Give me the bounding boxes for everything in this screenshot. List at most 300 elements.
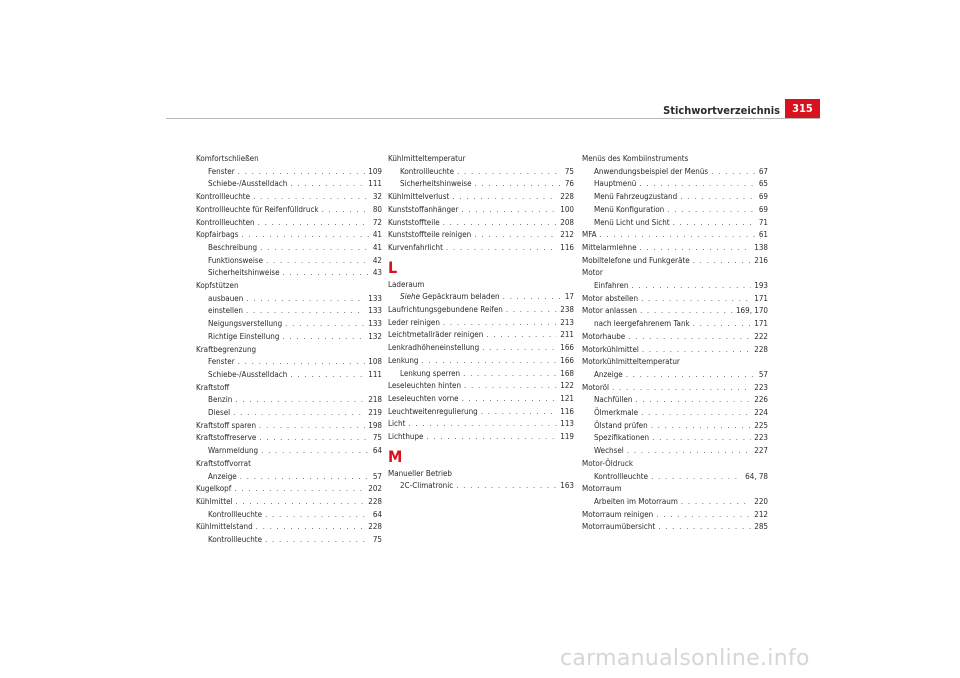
index-subentry <box>196 178 382 191</box>
dot-leader <box>233 407 365 420</box>
entry-label <box>594 204 664 217</box>
entry-label <box>388 304 503 317</box>
entry-label <box>594 432 649 445</box>
index-heading: Menüs des Kombiinstruments <box>582 154 689 163</box>
entry-text: Lichthupe <box>388 432 424 442</box>
entry-label <box>594 407 638 420</box>
dot-leader <box>290 369 365 382</box>
index-entry <box>582 344 768 357</box>
index-entry <box>582 229 768 242</box>
entry-label <box>594 369 623 382</box>
entry-text: Motorhaube <box>582 331 626 341</box>
dot-leader <box>680 191 756 204</box>
entry-label <box>594 318 690 331</box>
entry-label <box>388 317 440 330</box>
page-reference: 64 <box>372 509 382 519</box>
entry-text: nach leergefahrenem Tank <box>594 319 690 329</box>
dot-leader <box>681 496 751 509</box>
index-entry <box>388 431 574 444</box>
entry-text: Kühlmittelstand <box>196 522 253 532</box>
page-reference: 133 <box>368 319 382 329</box>
page-reference: 43 <box>372 268 382 278</box>
page-reference: 76 <box>564 179 574 189</box>
entry-text: Mittelarmlehne <box>582 242 637 252</box>
entry-label <box>582 255 690 268</box>
watermark: carmanualsonline.info <box>560 646 810 671</box>
dot-leader <box>693 255 752 268</box>
dot-leader <box>443 317 557 330</box>
entry-text: Ölmerkmale <box>594 408 639 418</box>
index-subentry <box>196 445 382 458</box>
page-reference: 64 <box>372 446 382 456</box>
entry-label <box>208 242 257 255</box>
entry-label <box>582 521 655 534</box>
dot-leader <box>408 418 557 431</box>
entry-label <box>400 291 500 304</box>
entry-text: Kraftstoffreserve <box>196 433 257 443</box>
dot-leader <box>421 355 557 368</box>
entry-label <box>582 382 609 395</box>
entry-label <box>196 432 256 445</box>
dot-leader <box>481 406 558 419</box>
index-subentry <box>388 368 574 381</box>
index-entry <box>388 342 574 355</box>
index-entry <box>196 521 382 534</box>
index-subentry <box>582 445 768 458</box>
page-reference: 75 <box>564 166 574 176</box>
entry-text: Motoröl <box>582 382 610 392</box>
dot-leader <box>626 369 756 382</box>
index-heading: Kopfstützen <box>196 281 239 291</box>
index-subentry <box>196 318 382 331</box>
page-reference: 80 <box>372 204 382 214</box>
dot-leader <box>242 229 370 242</box>
dot-leader <box>627 445 751 458</box>
dot-leader <box>658 521 751 534</box>
dot-leader <box>426 431 557 444</box>
index-entry <box>388 393 574 406</box>
dot-leader <box>265 534 370 547</box>
entry-text: Schiebe-/Ausstelldach <box>208 179 288 189</box>
entry-label <box>582 344 639 357</box>
entry-text: Anzeige <box>594 369 623 379</box>
page-reference: 41 <box>372 242 382 252</box>
page-reference: 213 <box>560 317 574 327</box>
page-reference: 65 <box>758 179 768 189</box>
dot-leader <box>259 420 365 433</box>
index-subentry <box>582 178 768 191</box>
dot-leader <box>640 242 752 255</box>
entry-label <box>388 342 479 355</box>
entry-text: Kontrollleuchte <box>208 535 263 545</box>
entry-text: Motor abstellen <box>582 293 639 303</box>
entry-text: Schiebe-/Ausstelldach <box>208 369 288 379</box>
entry-label <box>594 445 624 458</box>
index-entry <box>196 204 382 217</box>
entry-text: Nachfüllen <box>594 395 633 405</box>
entry-label <box>594 178 636 191</box>
entry-label <box>208 178 287 191</box>
entry-label <box>208 318 282 331</box>
index-entry <box>196 496 382 509</box>
index-subentry <box>196 356 382 369</box>
entry-text: Anzeige <box>208 471 237 481</box>
index-heading: Laderaum <box>388 279 425 289</box>
page-reference: 202 <box>368 484 382 494</box>
entry-text: Lenkradhöheneinstellung <box>388 343 480 353</box>
entry-label <box>400 480 453 493</box>
dot-leader <box>639 178 756 191</box>
entry-text: Kopfairbags <box>196 230 239 240</box>
entry-label <box>582 293 638 306</box>
entry-text: Sicherheitshinweise <box>400 179 472 189</box>
entry-text: Kontrollleuchte für Reifenfülldruck <box>196 204 319 214</box>
entry-text: Richtige Einstellung <box>208 331 280 341</box>
index-heading: Motor <box>582 268 603 278</box>
dot-leader <box>234 483 365 496</box>
index-entry <box>388 355 574 368</box>
entry-label <box>196 483 231 496</box>
entry-label <box>582 229 597 242</box>
index-entry <box>196 420 382 433</box>
entry-label <box>196 204 319 217</box>
entry-label <box>208 394 232 407</box>
section-letter: L <box>388 257 398 277</box>
entry-label <box>196 229 239 242</box>
index-subentry <box>582 496 768 509</box>
page-reference: 17 <box>564 292 574 302</box>
index-column-2 <box>388 153 574 493</box>
page-reference: 72 <box>372 217 382 227</box>
dot-leader <box>475 178 562 191</box>
entry-text: Laufrichtungsgebundene Reifen <box>388 305 503 315</box>
entry-text: Beschreibung <box>208 242 258 252</box>
entry-label <box>208 331 279 344</box>
dot-leader <box>258 217 370 230</box>
page-reference: 238 <box>560 305 574 315</box>
page-reference: 61 <box>758 230 768 240</box>
page-reference: 228 <box>368 496 382 506</box>
dot-leader <box>266 255 370 268</box>
entry-label <box>388 229 471 242</box>
dot-leader <box>486 329 557 342</box>
index-subentry <box>582 166 768 179</box>
entry-label <box>388 242 443 255</box>
dot-leader <box>256 521 366 534</box>
entry-label <box>388 418 405 431</box>
index-heading: Kühlmitteltemperatur <box>388 154 466 163</box>
entry-label <box>594 166 708 179</box>
index-heading: Motor-Öldruck <box>582 458 633 468</box>
entry-text: Kraftstoff sparen <box>196 420 257 430</box>
index-entry <box>388 217 574 230</box>
index-subentry <box>582 420 768 433</box>
page-reference: 225 <box>754 420 768 430</box>
dot-leader <box>322 204 370 217</box>
entry-text: Motorkühlmittel <box>582 344 639 354</box>
dot-leader <box>457 166 562 179</box>
entry-text: Diesel <box>208 408 231 418</box>
entry-text: Kontrollleuchte <box>594 471 649 481</box>
entry-text: Benzin <box>208 395 233 405</box>
index-entry <box>196 483 382 496</box>
entry-text: Sicherheitshinweise <box>208 268 280 278</box>
entry-label <box>594 394 632 407</box>
page-title: Stichwortverzeichnis <box>663 104 780 117</box>
dot-leader <box>673 217 756 230</box>
entry-label <box>594 217 670 230</box>
entry-text: Licht <box>388 419 406 429</box>
entry-label <box>208 255 263 268</box>
index-entry <box>388 418 574 431</box>
dot-leader <box>238 166 366 179</box>
index-subentry <box>388 291 574 304</box>
dot-leader <box>474 229 557 242</box>
page-reference: 166 <box>560 355 574 365</box>
page-reference: 111 <box>368 179 382 189</box>
index-entry <box>582 242 768 255</box>
page-reference: 116 <box>560 406 574 416</box>
index-subentry <box>196 394 382 407</box>
page-reference: 133 <box>368 293 382 303</box>
entry-text: Neigungsverstellung <box>208 319 283 329</box>
index-heading: Motorraum <box>582 484 622 494</box>
index-entry <box>388 242 574 255</box>
dot-leader <box>612 382 751 395</box>
index-heading: Komfortschließen <box>196 154 259 163</box>
entry-text: einstellen <box>208 306 243 316</box>
dot-leader <box>235 394 365 407</box>
index-entry <box>196 191 382 204</box>
entry-text: Kontrollleuchte <box>196 192 251 202</box>
page-reference: 75 <box>372 535 382 545</box>
index-subentry <box>582 471 768 484</box>
index-entry <box>388 380 574 393</box>
entry-text: Leuchtweitenregulierung <box>388 406 478 416</box>
index-entry <box>196 229 382 242</box>
dot-leader <box>246 293 365 306</box>
page-reference: 224 <box>754 408 768 418</box>
entry-text: Motor anlassen <box>582 306 637 316</box>
page-reference: 57 <box>372 471 382 481</box>
dot-leader <box>259 432 370 445</box>
dot-leader <box>446 242 557 255</box>
index-subentry <box>196 331 382 344</box>
page-reference: 32 <box>372 192 382 202</box>
index-entry <box>196 217 382 230</box>
dot-leader <box>246 305 365 318</box>
index-subentry <box>196 166 382 179</box>
page-reference: 166 <box>560 343 574 353</box>
index-heading: Manueller Betrieb <box>388 468 452 478</box>
entry-label <box>594 280 628 293</box>
index-entry <box>582 521 768 534</box>
index-subentry <box>582 318 768 331</box>
entry-label <box>208 534 262 547</box>
entry-label <box>582 509 653 522</box>
index-column-3 <box>582 153 768 534</box>
entry-label <box>594 420 648 433</box>
entry-label <box>388 380 461 393</box>
page-reference: 228 <box>560 192 574 202</box>
entry-label <box>594 471 648 484</box>
dot-leader <box>667 204 756 217</box>
entry-text: Kunststoffteile reinigen <box>388 230 472 240</box>
index-subentry <box>388 178 574 191</box>
index-subentry <box>196 509 382 522</box>
entry-text: Lenkung <box>388 355 419 365</box>
page-reference: 64, 78 <box>745 471 768 481</box>
index-entry <box>388 229 574 242</box>
dot-leader <box>631 280 751 293</box>
page-reference: 228 <box>368 522 382 532</box>
entry-text: Menü Fahrzeugzustand <box>594 192 678 202</box>
index-subentry <box>196 471 382 484</box>
page-reference: 171 <box>754 319 768 329</box>
section-letter: M <box>388 446 403 466</box>
entry-text: Einfahren <box>594 281 629 291</box>
entry-label <box>400 178 472 191</box>
index-subentry <box>196 267 382 280</box>
index-subentry <box>582 204 768 217</box>
entry-label <box>208 407 230 420</box>
entry-text: 2C-Climatronic <box>400 481 454 491</box>
page-reference: 208 <box>560 217 574 227</box>
entry-label <box>196 420 256 433</box>
entry-text: Spezifikationen <box>594 433 650 443</box>
page-reference: 216 <box>754 255 768 265</box>
dot-leader <box>456 480 557 493</box>
dot-leader <box>628 331 751 344</box>
index-subentry <box>196 305 382 318</box>
index-entry <box>582 509 768 522</box>
index-entry <box>582 305 768 318</box>
dot-leader <box>640 305 733 318</box>
index-subentry <box>196 293 382 306</box>
index-heading: Kraftbegrenzung <box>196 344 257 354</box>
dot-leader <box>600 229 756 242</box>
page-reference: 132 <box>368 331 382 341</box>
entry-label <box>400 368 460 381</box>
page-reference: 121 <box>560 393 574 403</box>
entry-text: Anwendungsbeispiel der Menüs <box>594 166 709 176</box>
entry-text: Menü Licht und Sicht <box>594 217 670 227</box>
dot-leader <box>443 217 558 230</box>
page-reference: 226 <box>754 395 768 405</box>
index-subentry <box>196 534 382 547</box>
page-reference: 108 <box>368 357 382 367</box>
dot-leader <box>265 509 370 522</box>
entry-label <box>208 356 235 369</box>
page-reference: 111 <box>368 369 382 379</box>
index-entry <box>388 329 574 342</box>
entry-text: Warnmeldung <box>208 446 259 456</box>
entry-text: ausbauen <box>208 293 244 303</box>
dot-leader <box>240 471 370 484</box>
entry-text: Hauptmenü <box>594 179 637 189</box>
dot-leader <box>461 204 557 217</box>
entry-text: Arbeiten im Motorraum <box>594 496 678 506</box>
entry-label <box>196 521 253 534</box>
entry-text: Ölstand prüfen <box>594 420 648 430</box>
page-reference: 69 <box>758 204 768 214</box>
entry-label <box>594 191 677 204</box>
entry-label <box>582 242 637 255</box>
page-reference: 228 <box>754 344 768 354</box>
page-reference: 138 <box>754 242 768 252</box>
entry-label <box>196 496 233 509</box>
page-reference: 212 <box>754 509 768 519</box>
page-reference: 218 <box>368 395 382 405</box>
entry-label <box>208 293 243 306</box>
dot-leader <box>462 393 558 406</box>
page-reference: 122 <box>560 381 574 391</box>
entry-label <box>208 369 287 382</box>
entry-label <box>208 445 258 458</box>
page-reference: 168 <box>560 368 574 378</box>
index-subentry <box>582 191 768 204</box>
entry-text: Kurvenfahrlicht <box>388 242 443 252</box>
dot-leader <box>238 356 366 369</box>
page-reference: 67 <box>758 166 768 176</box>
index-entry <box>388 191 574 204</box>
dot-leader <box>642 344 751 357</box>
index-heading: Kraftstoffvorrat <box>196 458 251 468</box>
index-entry <box>582 331 768 344</box>
dot-leader <box>464 380 557 393</box>
index-subentry <box>196 407 382 420</box>
dot-leader <box>283 267 370 280</box>
index-subentry <box>582 394 768 407</box>
index-subentry <box>196 255 382 268</box>
index-subentry <box>196 242 382 255</box>
index-entry <box>582 382 768 395</box>
entry-text: Gepäckraum beladen <box>422 292 500 302</box>
entry-text: Motorraumübersicht <box>582 522 656 532</box>
page-reference: 171 <box>754 293 768 303</box>
index-subentry <box>196 369 382 382</box>
index-entry <box>388 317 574 330</box>
index-subentry <box>582 407 768 420</box>
page-reference: 219 <box>368 408 382 418</box>
dot-leader <box>282 331 365 344</box>
index-entry <box>196 432 382 445</box>
entry-label <box>388 355 418 368</box>
header-rule <box>166 118 820 119</box>
index-entry <box>388 304 574 317</box>
entry-label <box>208 267 280 280</box>
page-reference: 119 <box>560 432 574 442</box>
dot-leader <box>651 471 742 484</box>
page-reference: 109 <box>368 166 382 176</box>
entry-label <box>208 305 243 318</box>
dot-leader <box>651 420 752 433</box>
index-heading: Kraftstoff <box>196 382 230 392</box>
index-heading: Motorkühlmitteltemperatur <box>582 357 680 367</box>
dot-leader <box>635 394 751 407</box>
entry-text: Menü Konfiguration <box>594 204 665 214</box>
dot-leader <box>652 432 751 445</box>
entry-label <box>196 191 250 204</box>
page-reference: 220 <box>754 496 768 506</box>
entry-text: Kontrollleuchten <box>196 217 255 227</box>
dot-leader <box>641 407 751 420</box>
index-entry <box>388 406 574 419</box>
page-reference: 223 <box>754 382 768 392</box>
page-reference: 113 <box>560 419 574 429</box>
entry-text: Kontrollleuchte <box>208 509 263 519</box>
page-reference: 212 <box>560 230 574 240</box>
